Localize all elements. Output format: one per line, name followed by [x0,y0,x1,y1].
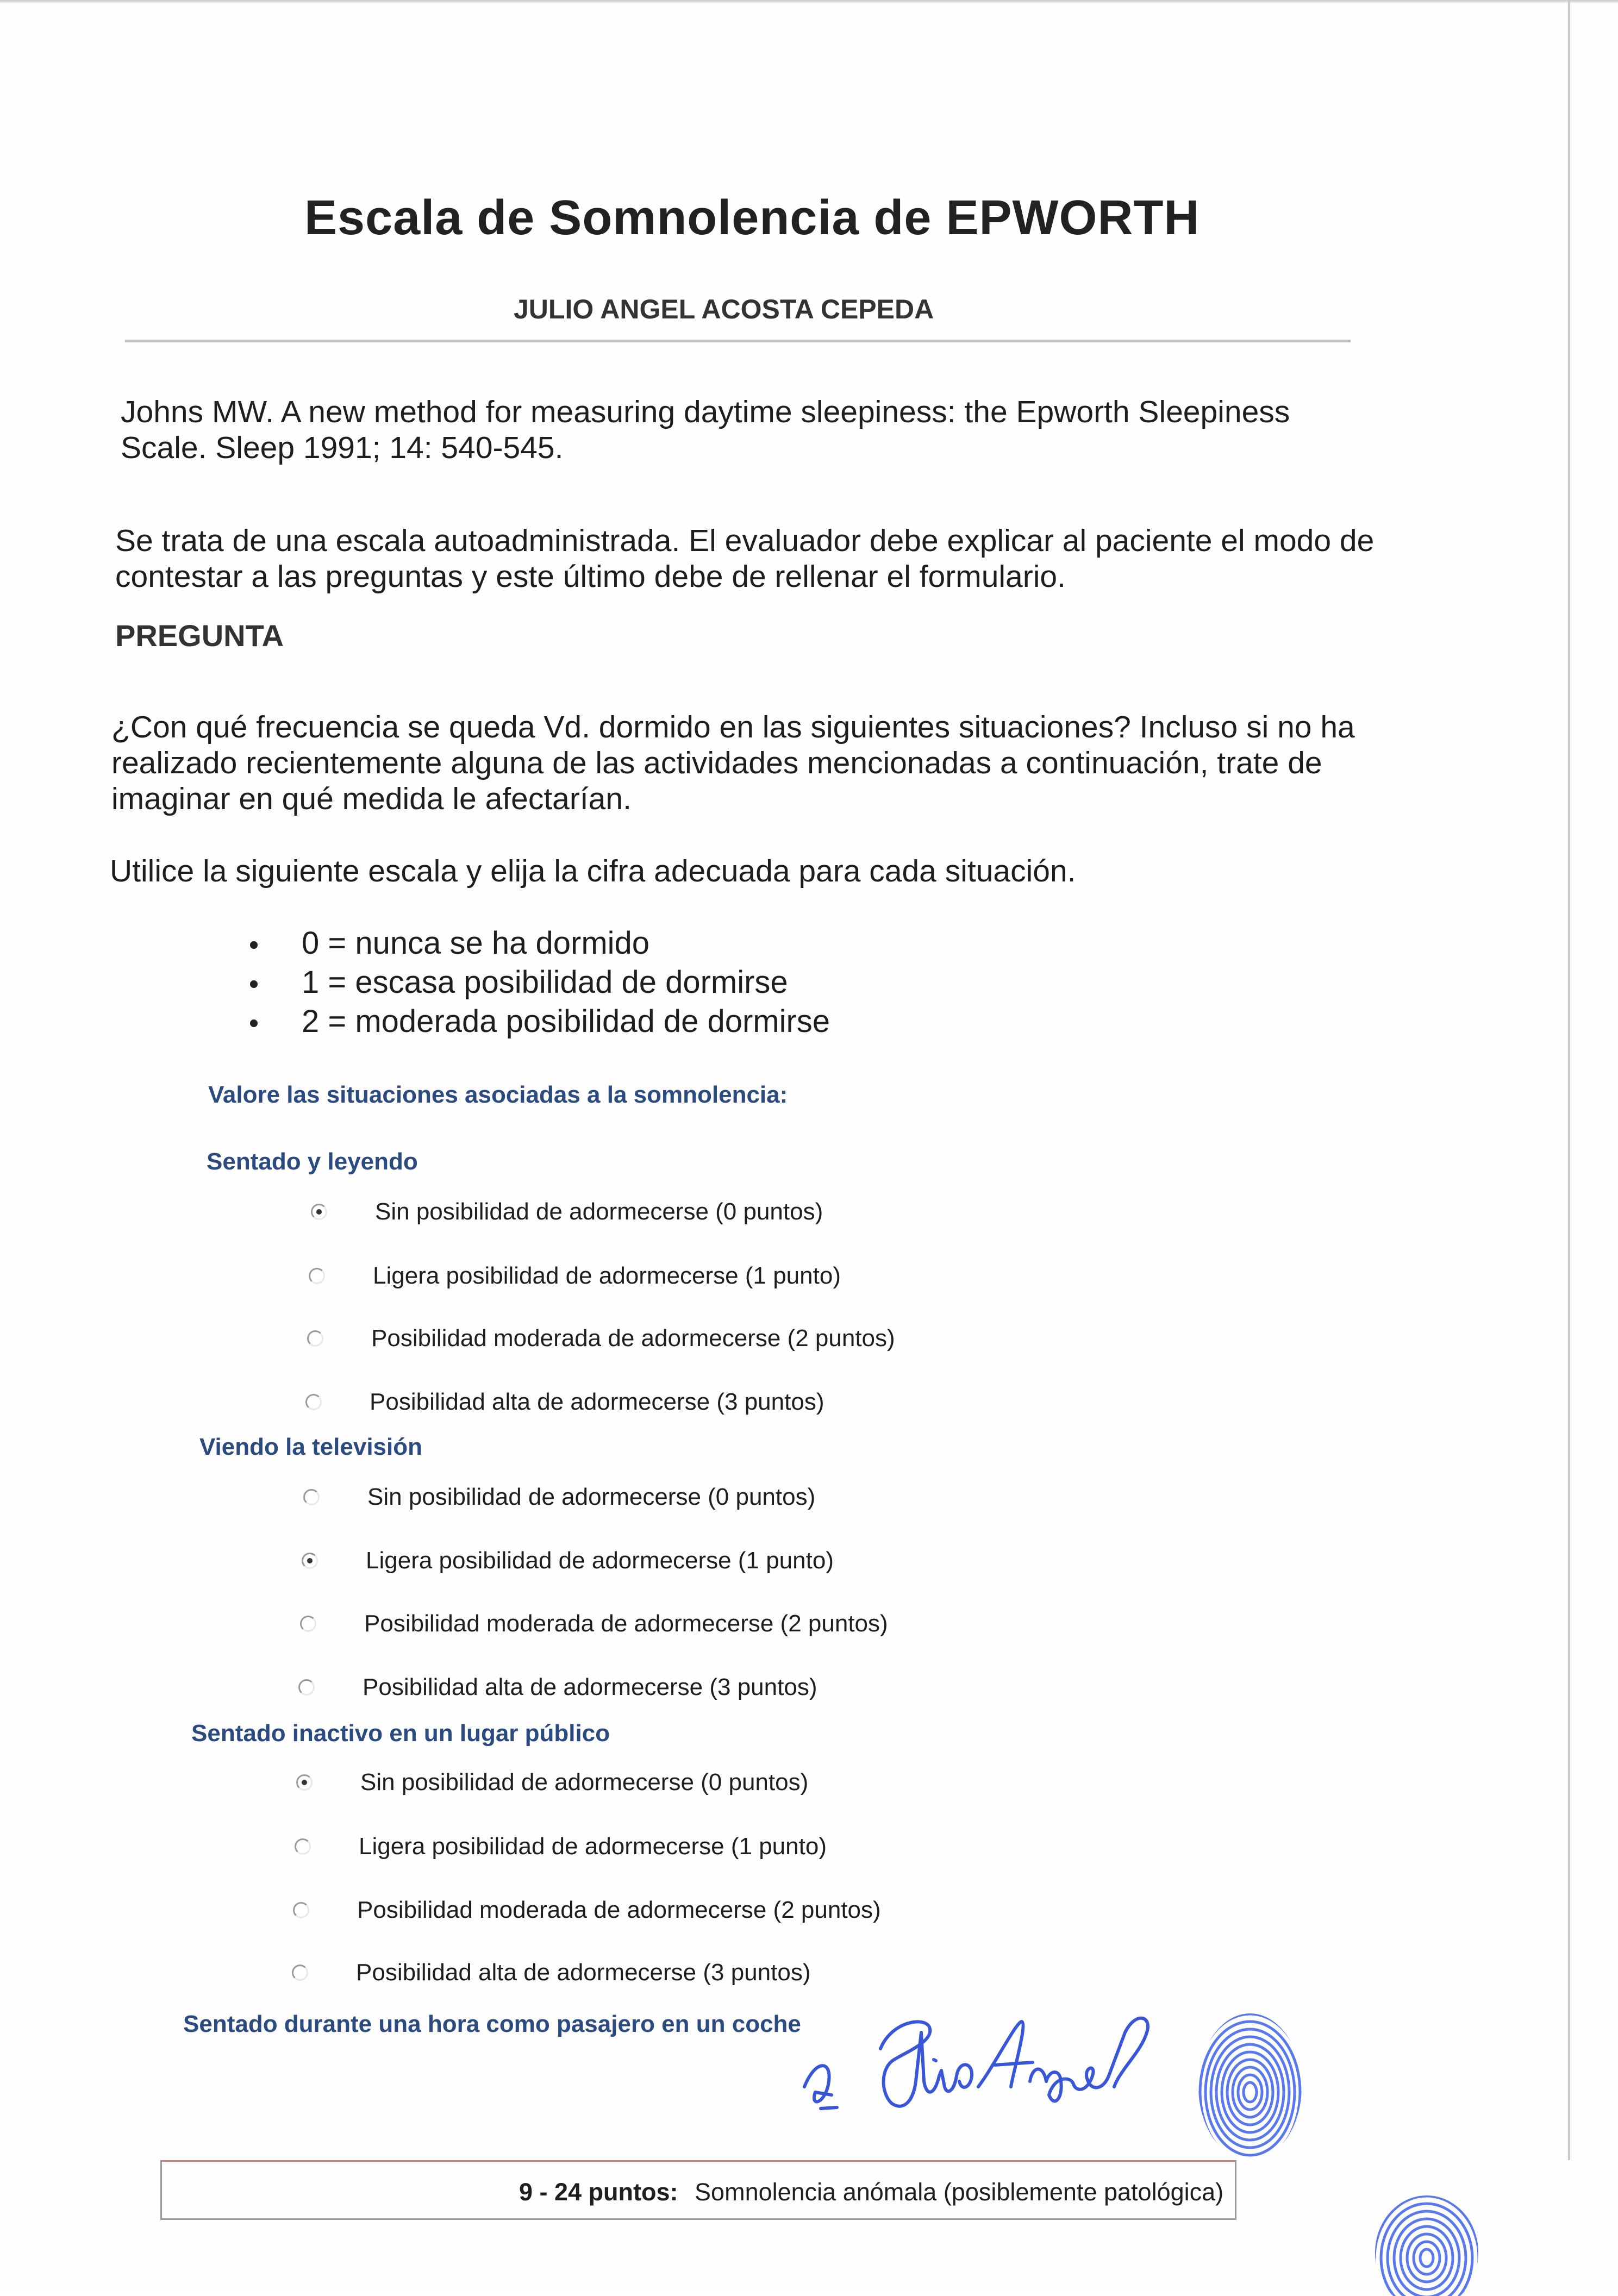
scale-item: 0 = nunca se ha dormido [250,924,830,963]
fingerprint-stamp [1193,2005,1307,2163]
radio-button-selected[interactable] [296,1774,313,1791]
scan-edge [0,0,1618,3]
author-name: JULIO ANGEL ACOSTA CEPEDA [514,294,934,324]
option-tv-1[interactable] [302,1544,834,1577]
option-reading-2[interactable] [307,1322,895,1355]
option-tv-0[interactable] [303,1481,815,1513]
section-title-public-place: Sentado inactivo en un lugar público [191,1720,610,1747]
section-title-reading: Sentado y leyendo [207,1148,418,1175]
option-label: Posibilidad moderada de adormecerse (2 puntos) [371,1325,895,1352]
option-label: Sin posibilidad de adormecerse (0 puntos) [375,1198,823,1225]
form-heading: Valore las situaciones asociadas a la somnolencia: [208,1081,788,1108]
result-description: Somnolencia anómala (posiblemente patológica) [695,2178,1224,2206]
scale-item: 2 = moderada posibilidad de dormirse [250,1002,830,1041]
radio-button[interactable] [300,1616,316,1632]
scale-item: 1 = escasa posibilidad de dormirse [250,963,830,1002]
instruction-text: Utilice la siguiente escala y elija la cifra adecuada para cada situación. [110,854,1076,889]
radio-button[interactable] [307,1330,323,1347]
section-title-tv: Viendo la televisión [199,1434,422,1460]
radio-button[interactable] [298,1679,315,1696]
radio-button[interactable] [292,1965,308,1981]
option-public-3[interactable] [292,1956,810,1989]
result-row [519,2178,1223,2206]
option-label: Ligera posibilidad de adormecerse (1 punto) [359,1833,827,1860]
citation-text: Johns MW. A new method for measuring daytime sleepiness: the Epworth Sleepiness Scale. Sleep 1991; 14: 540-545. [121,395,1290,465]
option-label: Ligera posibilidad de adormecerse (1 punto) [366,1547,834,1574]
option-label: Sin posibilidad de adormecerse (0 puntos) [367,1484,816,1510]
question-heading: PREGUNTA [115,618,284,653]
option-label: Sin posibilidad de adormecerse (0 puntos) [360,1769,809,1795]
radio-button[interactable] [293,1902,309,1918]
radio-button[interactable] [309,1268,325,1284]
radio-button[interactable] [295,1838,311,1855]
option-public-0[interactable] [296,1766,808,1799]
option-tv-3[interactable] [298,1671,817,1704]
intro-text: Se trata de una escala autoadministrada. El evaluador debe explicar al paciente el modo de contestar a las preguntas y este último debe de rellenar el formulario. [115,523,1375,594]
option-reading-3[interactable] [305,1386,824,1418]
option-tv-2[interactable] [300,1607,888,1640]
option-reading-1[interactable] [309,1260,841,1292]
option-label: Posibilidad moderada de adormecerse (2 puntos) [357,1897,881,1923]
option-public-2[interactable] [293,1894,881,1926]
handwritten-signature [799,2000,1212,2119]
scale-list [250,924,830,1041]
radio-button[interactable] [305,1394,322,1410]
option-label: Posibilidad alta de adormecerse (3 puntos) [370,1388,824,1415]
option-reading-0[interactable] [311,1196,823,1228]
result-range: 9 - 24 puntos: [519,2178,678,2206]
question-text: ¿Con qué frecuencia se queda Vd. dormido en las siguientes situaciones? Incluso si no ha realizado recientemente alguna de las actividades mencionadas a continuación, trate de imaginar en qué medida le afectarían. [111,710,1355,816]
section-title-car-passenger: Sentado durante una hora como pasajero en un coche [183,2011,801,2037]
fingerprint-stamp [1372,2193,1481,2296]
option-label: Posibilidad moderada de adormecerse (2 puntos) [364,1610,888,1637]
radio-button-selected[interactable] [311,1204,327,1220]
page-edge-line [1568,0,1570,2160]
radio-button[interactable] [303,1489,320,1505]
option-label: Posibilidad alta de adormecerse (3 puntos) [356,1959,811,1986]
option-public-1[interactable] [295,1830,827,1863]
option-label: Ligera posibilidad de adormecerse (1 punto) [373,1262,841,1289]
radio-button-selected[interactable] [302,1553,318,1569]
option-label: Posibilidad alta de adormecerse (3 puntos) [363,1674,817,1700]
header-divider [125,340,1351,342]
document-title: Escala de Somnolencia de EPWORTH [304,191,1200,245]
